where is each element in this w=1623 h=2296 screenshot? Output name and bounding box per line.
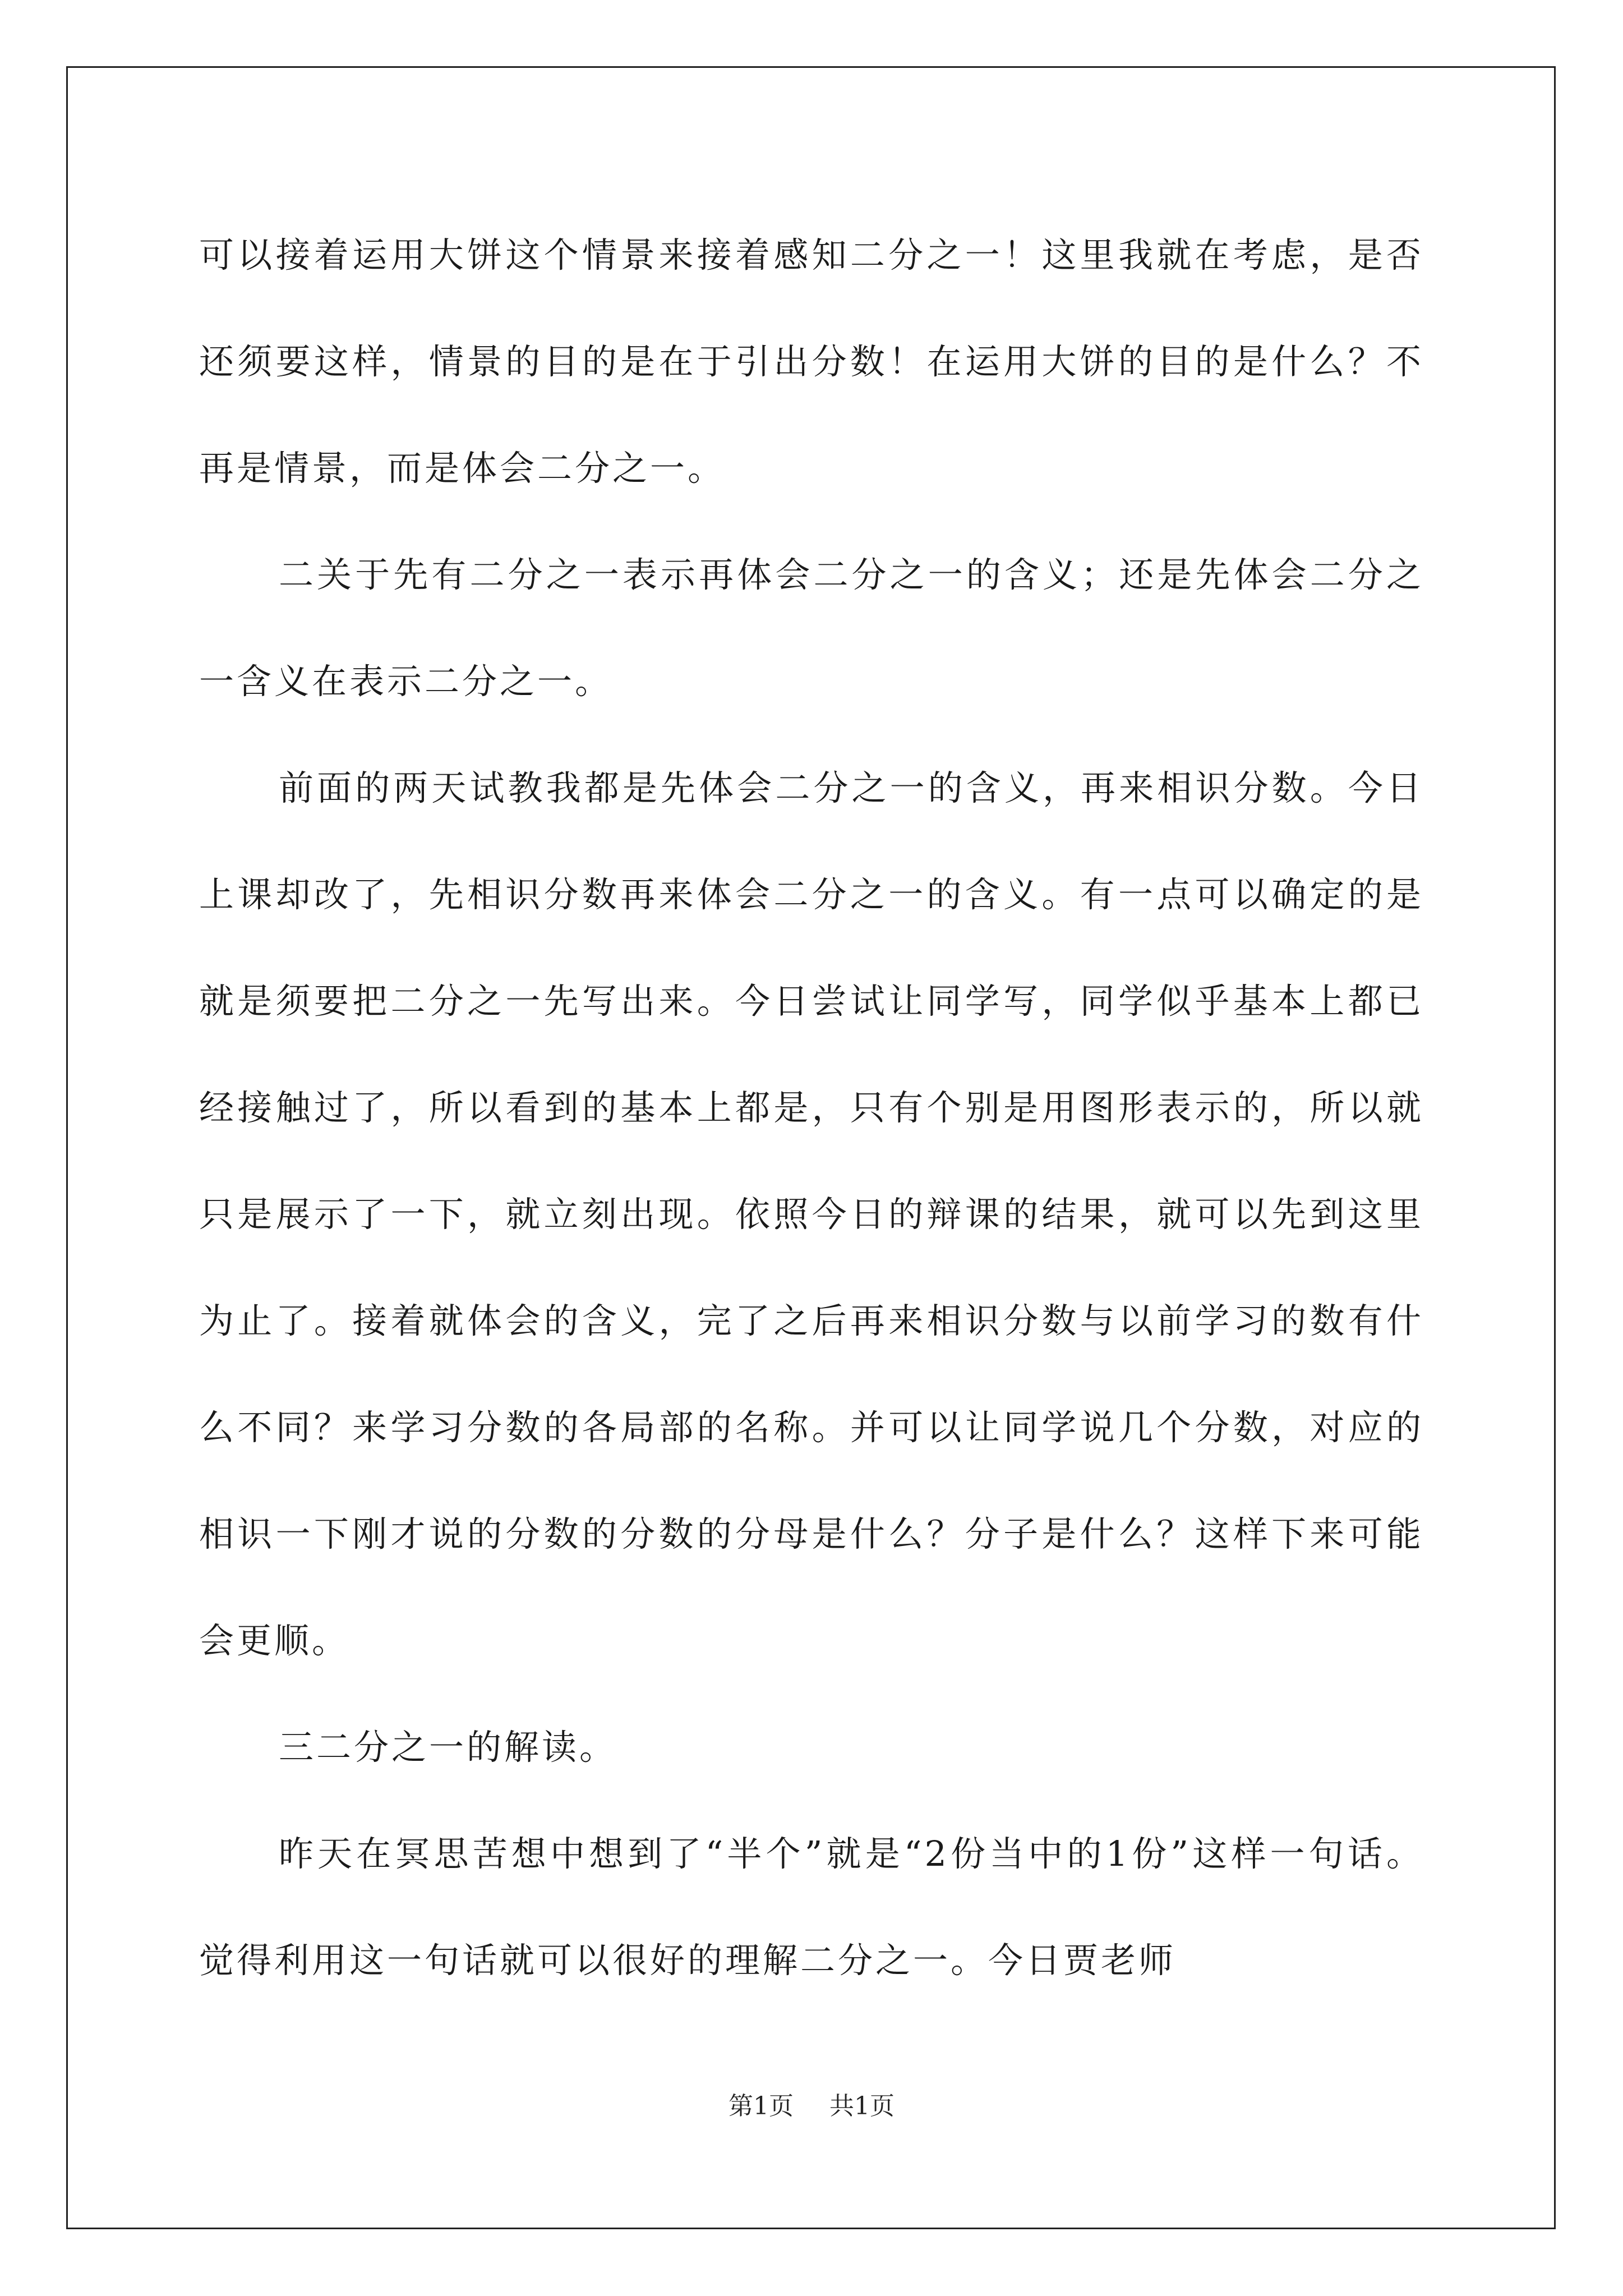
page-footer: [0, 2090, 1623, 2123]
paragraph-4: 三二分之一的解读。: [279, 1727, 617, 1768]
paragraph-1: 可以接着运用大饼这个情景来接着感知二分之一！这里我就在考虑，是否还须要这样，情景的目的是在于引出分数！在运用大饼的目的是什么？不再是情景，而是体会二分之一。: [199, 234, 1424, 489]
paragraph-3: 前面的两天试教我都是先体会二分之一的含义，再来相识分数。今日上课却改了，先相识分数再来体会二分之一的含义。有一点可以确定的是就是须要把二分之一先写出来。今日尝试让同学写，同学似乎基本上都已经接触过了，所以看到的基本上都是，只有个别是用图形表示的，所以就只是展示了一下，就立刻出现。依照今日的辩课的结果，就可以先到这里为止了。接着就体会的含义，完了之后再来相识分数与以前学习的数有什么不同？来学习分数的各局部的名称。并可以让同学说几个分数，对应的相识一下刚才说的分数的分数的分母是什么？分子是什么？这样下来可能会更顺。: [199, 767, 1424, 1661]
document-body: [199, 202, 1424, 2014]
page-total: 共1页: [829, 2092, 895, 2120]
paragraph-2: 二关于先有二分之一表示再体会二分之一的含义；还是先体会二分之一含义在表示二分之一。: [199, 554, 1424, 702]
paragraph-5: 昨天在冥思苦想中想到了“半个”就是“2份当中的1份”这样一句话。觉得利用这一句话就可以很好的理解二分之一。今日贾老师: [199, 1833, 1424, 1981]
page-number: 第1页: [728, 2092, 794, 2120]
